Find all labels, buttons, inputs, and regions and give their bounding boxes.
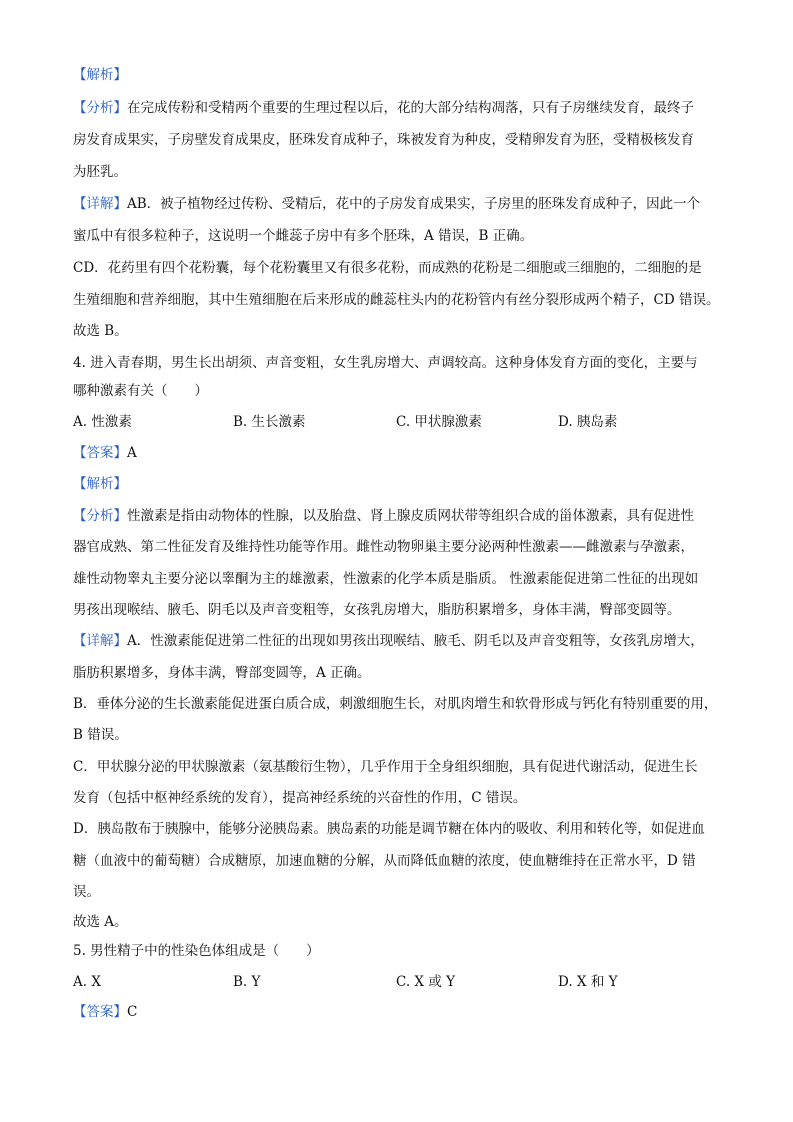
- analysis-text: 雄性动物睾丸主要分泌以睾酮为主的雄激素，性激素的化学本质是脂质。 性激素能促进第二性征的出现如: [73, 571, 699, 587]
- detail-line: [73, 852, 733, 870]
- option-b: B. Y: [233, 974, 261, 990]
- detail-line: [73, 259, 733, 277]
- detail-text: C．甲状腺分泌的甲状腺激素（氨基酸衍生物），几乎作用于全身组织细胞，具有促进代谢活动，促进生长: [73, 759, 698, 775]
- detail-tag: 【详解】: [73, 633, 127, 649]
- conclusion-text: 故选 B。: [73, 323, 128, 339]
- detail-text: 蜜瓜中有很多粒种子，这说明一个雌蕊子房中有多个胚珠，A 错误，B 正确。: [73, 228, 534, 244]
- conclusion-line: [73, 913, 733, 931]
- analysis-heading: [73, 475, 733, 493]
- answer-line: [73, 1003, 733, 1021]
- analysis-line: [73, 131, 733, 149]
- analysis-line: [73, 507, 733, 525]
- detail-line: [73, 883, 733, 901]
- detail-line: [73, 789, 733, 807]
- answer-tag: 【答案】: [73, 445, 127, 461]
- detail-text: D．胰岛散布于胰腺中，能够分泌胰岛素。胰岛素的功能是调节糖在体内的吸收、利用和转化等，如促进血: [73, 821, 705, 837]
- option-a: A. 性激素: [73, 414, 132, 430]
- question-text: 4. 进入青春期，男生长出胡须、声音变粗，女生乳房增大、声调较高。这种身体发育方面的变化，主要与: [73, 355, 698, 371]
- question-5-stem: [73, 942, 733, 960]
- option-a: A. X: [73, 974, 101, 990]
- detail-line: [73, 227, 733, 245]
- answer-value: C: [127, 1004, 138, 1020]
- analysis-tag: 【解析】: [73, 476, 127, 492]
- conclusion-line: [73, 322, 733, 340]
- analysis-line: [73, 538, 733, 556]
- detail-text: 生殖细胞和营养细胞，其中生殖细胞在后来形成的雌蕊柱头内的花粉管内有丝分裂形成两个精子，CD 错误。: [73, 292, 720, 308]
- detail-line: [73, 820, 733, 838]
- detail-text: A．性激素能促进第二性征的出现如男孩出现喉结、腋毛、阴毛以及声音变粗等，女孩乳房增大，: [127, 633, 704, 649]
- detail-text: 误。: [73, 884, 100, 900]
- detail-line: [73, 664, 733, 682]
- detail-text: B．垂体分泌的生长激素能促进蛋白质合成，刺激细胞生长，对肌肉增生和软骨形成与钙化有特别重要的用，: [73, 696, 718, 712]
- analysis-text: 房发育成果实，子房壁发育成果皮，胚珠发育成种子，珠被发育为种皮，受精卵发育为胚，受精极核发育: [73, 132, 694, 148]
- analysis-text: 男孩出现喉结、腋毛、阴毛以及声音变粗等，女孩乳房增大，脂肪积累增多，身体丰满，臀部变圆等。: [73, 602, 681, 618]
- answer-value: A: [127, 445, 137, 461]
- fenxi-tag: 【分析】: [73, 508, 127, 524]
- analysis-line: [73, 601, 733, 619]
- answer-line: [73, 444, 733, 462]
- option-b: B. 生长激素: [233, 414, 306, 430]
- analysis-text: 性激素是指由动物体的性腺，以及胎盘、肾上腺皮质网状带等组织合成的甾体激素，具有促进性: [127, 508, 694, 524]
- analysis-tag: 【解析】: [73, 67, 127, 83]
- option-d: D. X 和 Y: [558, 974, 618, 990]
- question-4-stem: [73, 382, 733, 400]
- question-text: 哪种激素有关（ ）: [73, 383, 208, 399]
- detail-text: 糖（血液中的葡萄糖）合成糖原，加速血糖的分解，从而降低血糖的浓度，使血糖维持在正常水平，D 错: [73, 853, 696, 869]
- answer-tag: 【答案】: [73, 1004, 127, 1020]
- detail-text: 脂肪积累增多，身体丰满，臀部变圆等，A 正确。: [73, 665, 371, 681]
- detail-tag: 【详解】: [73, 196, 127, 212]
- detail-text: B 错误。: [73, 727, 128, 743]
- detail-line: [73, 726, 733, 744]
- detail-line: [73, 291, 733, 309]
- option-c: C. X 或 Y: [396, 974, 456, 990]
- analysis-heading: [73, 66, 733, 84]
- question-text: 5. 男性精子中的性染色体组成是（ ）: [73, 943, 320, 959]
- option-d: D. 胰岛素: [558, 414, 618, 430]
- analysis-line: [73, 570, 733, 588]
- analysis-text: 为胚乳。: [73, 164, 127, 180]
- analysis-text: 在完成传粉和受精两个重要的生理过程以后，花的大部分结构凋落，只有子房继续发育，最终子: [127, 100, 694, 116]
- detail-text: CD．花药里有四个花粉囊，每个花粉囊里又有很多花粉，而成熟的花粉是二细胞或三细胞的，二细胞的是: [73, 260, 702, 276]
- detail-text: 发育（包括中枢神经系统的发育），提高神经系统的兴奋性的作用，C 错误。: [73, 790, 527, 806]
- question-4-stem: [73, 354, 733, 372]
- detail-line: [73, 695, 733, 713]
- detail-line: [73, 758, 733, 776]
- analysis-text: 器官成熟、第二性征发育及维持性功能等作用。雌性动物卵巢主要分泌两种性激素——雌激素与孕激素，: [73, 539, 694, 555]
- analysis-line: [73, 163, 733, 181]
- conclusion-text: 故选 A。: [73, 914, 128, 930]
- detail-line: [73, 632, 733, 650]
- detail-line: [73, 195, 733, 213]
- detail-text: AB．被子植物经过传粉、受精后，花中的子房发育成果实，子房里的胚珠发育成种子，因此一个: [127, 196, 701, 212]
- fenxi-tag: 【分析】: [73, 100, 127, 116]
- option-c: C. 甲状腺激素: [396, 414, 482, 430]
- analysis-line: [73, 99, 733, 117]
